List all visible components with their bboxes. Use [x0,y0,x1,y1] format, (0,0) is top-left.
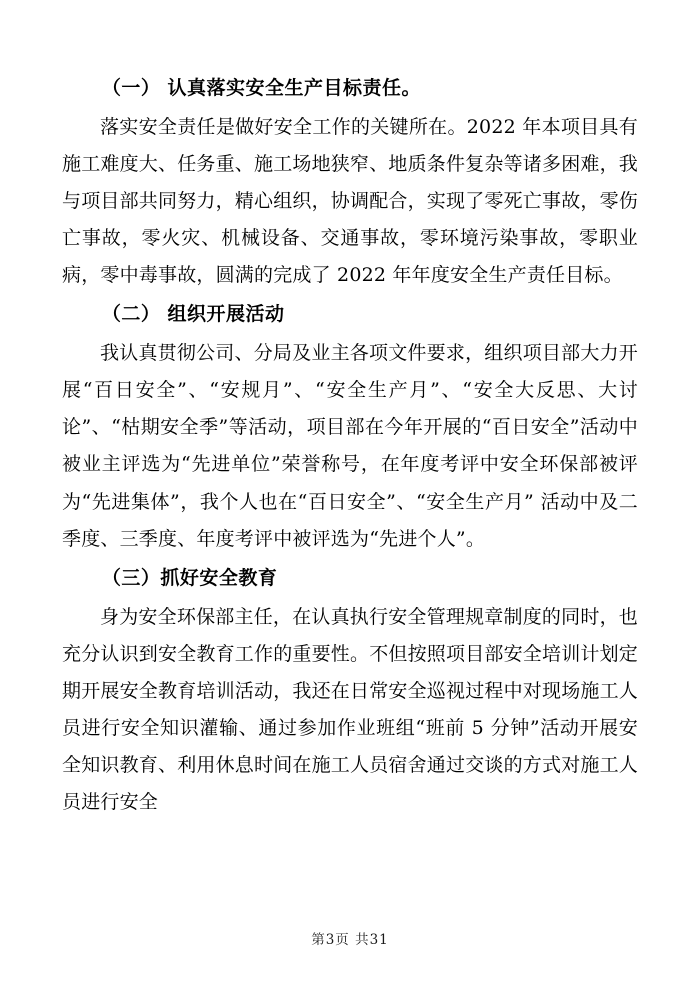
section-paragraph-3: 身为安全环保部主任，在认真执行安全管理规章制度的同时，也充分认识到安全教育工作的重要性。不但按照项目部安全培训计划定期开展安全教育培训活动，我还在日常安全巡视过程中对现场施工人员进行安全知识灌输、通过参加作业班组“班前 5 分钟”活动开展安全知识教育、利用休息时间在施工人员宿舍通过交谈的方式对施工人员进行安全 [62,605,639,813]
footer-total-pages: 31 [369,932,389,948]
section-paragraph-2: 我认真贯彻公司、分局及业主各项文件要求，组织项目部大力开展“百日安全”、“安规月”、“安全生产月”、“安全大反思、大讨论”、“枯期安全季”等活动，项目部在今年开展的“百日安全”活动中被业主评选为“先进单位”荣誉称号，在年度考评中安全环保部被评为“先进集体”，我个人也在“百日安全”、“安全生产月” 活动中及二季度、三季度、年度考评中被评选为“先进个人”。 [62,342,638,550]
section-heading-1: （一） 认真落实安全生产目标责任。 [101,77,422,99]
document-body [62,70,638,821]
page-footer [0,928,700,948]
footer-prefix: 第 [311,932,326,948]
section-heading-2: （二） 组织开展活动 [101,303,285,326]
footer-current-page: 3 [325,932,336,948]
section-heading-3: （三）抓好安全教育 [101,566,278,589]
section-paragraph-1: 落实安全责任是做好安全工作的关键所在。2022 年本项目具有施工难度大、任务重、施工场地狭窄、地质条件复杂等诸多困难，我与项目部共同努力，精心组织，协调配合，实现了零死亡事故，零伤亡事故，零火灾、机械设备、交通事故，零环境污染事故，零职业病，零中毒事故，圆满的完成了 2022 年年度安全生产责任目标。 [62,116,639,287]
footer-middle: 页 共 [335,932,370,948]
